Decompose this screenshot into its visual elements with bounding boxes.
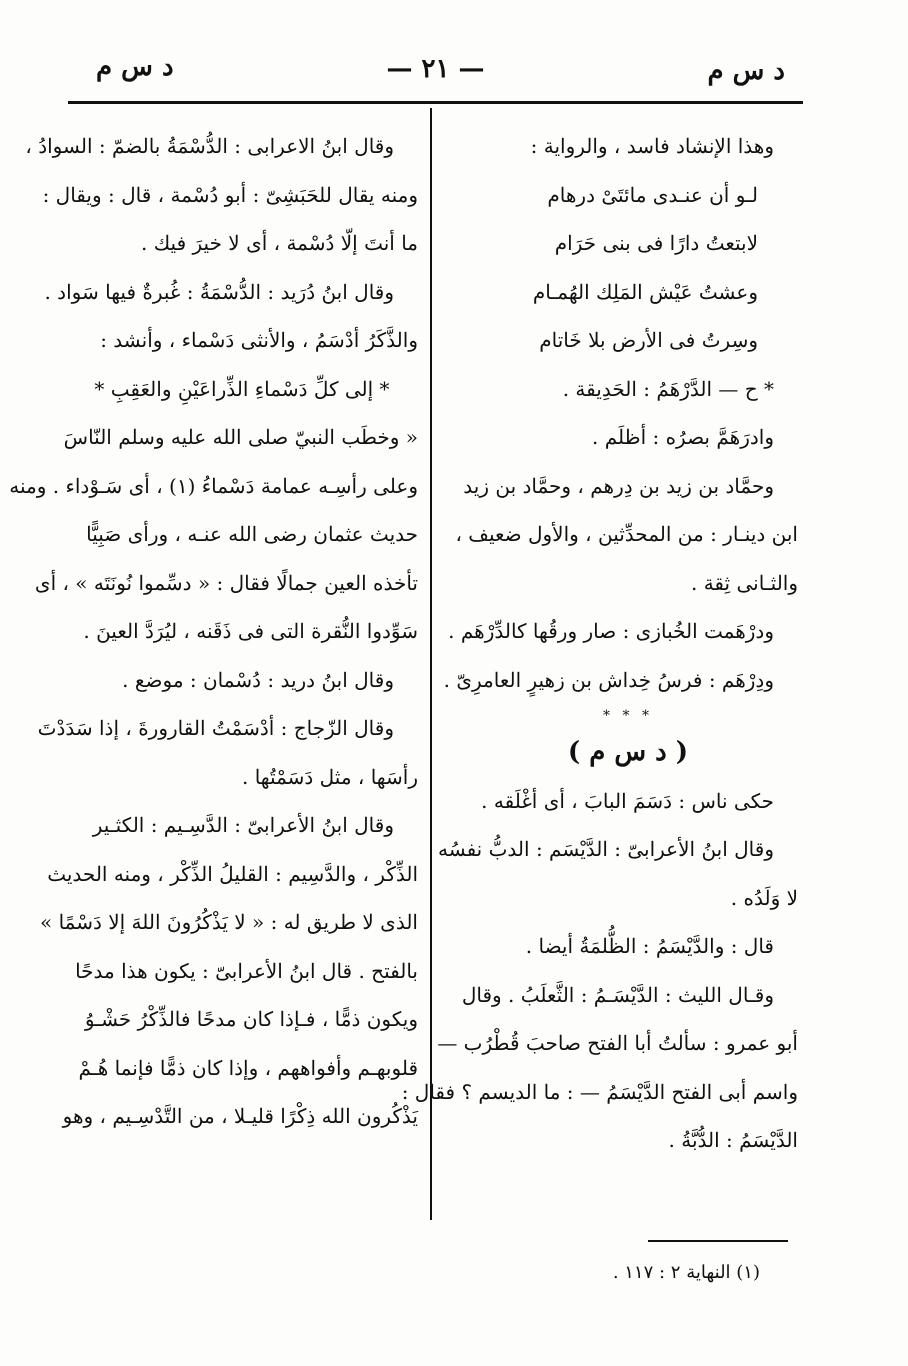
text-line: الذِّكْر ، والدَّسِيم : القليلُ الذِّكْر ، ومنه الحديث	[47, 861, 418, 886]
text-line: وحمَّاد بن زيد بن دِرهم ، وحمَّاد بن زيد	[463, 473, 774, 498]
text-line: وقال الزّجاج : أدْسَمْتُ القارورةَ ، إذا سَدَدْتَ	[37, 716, 394, 740]
header-root-right: د س م	[707, 56, 785, 86]
entry-heading: ( د س م )	[567, 737, 689, 767]
running-header	[68, 48, 803, 100]
verse-line: لابتعتُ دارًا فى بنى حَرَام	[554, 231, 758, 255]
verse-line: وعشتُ عَيْش المَلِك الهُمـام	[532, 279, 758, 304]
text-line: أبو عمرو : سألتُ أبا الفتح صاحبَ قُطْرُب —	[437, 1031, 798, 1055]
page-number: — ٢١ —	[386, 54, 485, 84]
text-line: حديث عثمان رضى الله عنـه ، ورأى صَبِيًّا	[86, 522, 418, 546]
footnote-rule	[648, 1240, 788, 1242]
text-line: تأخذه العين جمالًا فقال : « دسِّموا نُونَتَه » ، أى	[34, 570, 418, 595]
text-line: والثـانى ثِقة .	[690, 570, 798, 595]
text-line: وقـال الليث : الدَّيْسَـمُ : الثَّعلَبُ . وقال	[461, 982, 774, 1007]
column-divider	[430, 108, 432, 1220]
text-line: واسم أبى الفتح الدَّيْسَمُ — : ما الديسم ؟ فقال :	[401, 1079, 798, 1104]
verse-line: وسِرتُ فى الأرض بلا خَاتام	[539, 328, 758, 352]
text-line: قلوبهـم وأفواههم ، وإذا كان ذمًّا فإنما هُـمْ	[78, 1055, 418, 1080]
text-line: رأسَها ، مثل دَسَمْتُها .	[242, 764, 418, 789]
text-line: وعلى رأسِـه عمامة دَسْماءُ (١) ، أى سَـوْداء . ومنه	[9, 473, 418, 498]
text-line: ودرْهَمت الخُبازى : صار ورقُها كالدِّرْهَم .	[448, 619, 774, 643]
text-line: وقال ابنُ الأعرابىّ : الدَّيْسَم : الدبُّ نفسُه	[438, 837, 774, 861]
header-root-left: د س م	[96, 52, 174, 82]
text-line: « وخطَب النبيّ صلى الله عليه وسلم النّاسَ	[63, 425, 418, 449]
text-line: ابن دينـار : من المحدِّثين ، والأول ضعيف ،	[455, 522, 798, 546]
text-line: الذى لا طريق له : « لا يَذْكُرُونَ اللهَ إلا دَسْمًا »	[39, 910, 418, 934]
text-line: سَوِّدوا النُّقرة التى فى ذَقَنه ، ليُرَدَّ العينَ .	[83, 619, 418, 643]
text-line: * ح — الدَّرْهَمُ : الحَدِيقة .	[562, 376, 774, 401]
text-line: الدَّيْسَمُ : الدُّبَّةُ .	[668, 1128, 798, 1152]
text-line: وقال ابنُ الأعرابىّ : الدَّسِـيم : الكثـير	[92, 813, 394, 837]
left-column	[9, 122, 418, 1141]
text-line: بالفتح . قال ابنُ الأعرابىّ : يكون هذا مدحًا	[75, 958, 418, 983]
text-line: ويكون ذمًّا ، فـإذا كان مدحًا فالذِّكْرُ حَشْـوُ	[84, 1007, 418, 1031]
section-separator: * * *	[603, 708, 653, 724]
text-line: وقال ابنُ الاعرابى : الدُّسْمَةُ بالضمّ : السوادُ ،	[25, 134, 394, 158]
text-line: حكى ناس : دَسَمَ البابَ ، أى أغْلَقه .	[481, 788, 774, 813]
text-line: وادرَهَمَّ بصرُه : أظلَم .	[592, 425, 774, 449]
verse-line: لـو أن عنـدى مائتَىْ درهام	[547, 182, 758, 207]
text-line: وقال ابنُ دريد : دُسْمان : موضع .	[122, 667, 394, 692]
text-line: ما أنتَ إلّا دُسْمة ، أى لا خيرَ فيك .	[140, 231, 418, 255]
footnote: (١) النهاية ٢ : ١١٧ .	[612, 1262, 760, 1283]
right-column	[401, 122, 798, 1165]
header-rule	[68, 101, 803, 104]
text-line: وقال ابنُ دُرَيد : الدُّسْمَةُ : غُبرةٌ فيها سَواد .	[44, 279, 394, 304]
text-line: وهذا الإنشاد فاسد ، والرواية :	[530, 134, 774, 158]
text-line: والذَّكَرُ أدْسَمُ ، والأنثى دَسْماء ، وأنشد :	[100, 328, 418, 352]
text-line: ومنه يقال للحَبَشِىّ : أبو دُسْمة ، قال : ويقال :	[42, 182, 418, 207]
text-line: لا وَلَدُه .	[730, 885, 798, 910]
text-line: ودِرْهَم : فرسُ خِداش بن زهيرٍ العامرِىّ .	[443, 667, 774, 692]
text-line: يَذْكُرون الله ذِكْرًا قليـلا ، من التَّدْسِـيم ، وهو	[62, 1104, 418, 1128]
text-line: قال : والدَّيْسَمُ : الظُّلمَةُ أيضا .	[525, 934, 774, 958]
verse-line: * إلى كلِّ دَسْماءِ الذِّراعَيْنِ والعَقِبِ *	[94, 376, 390, 401]
